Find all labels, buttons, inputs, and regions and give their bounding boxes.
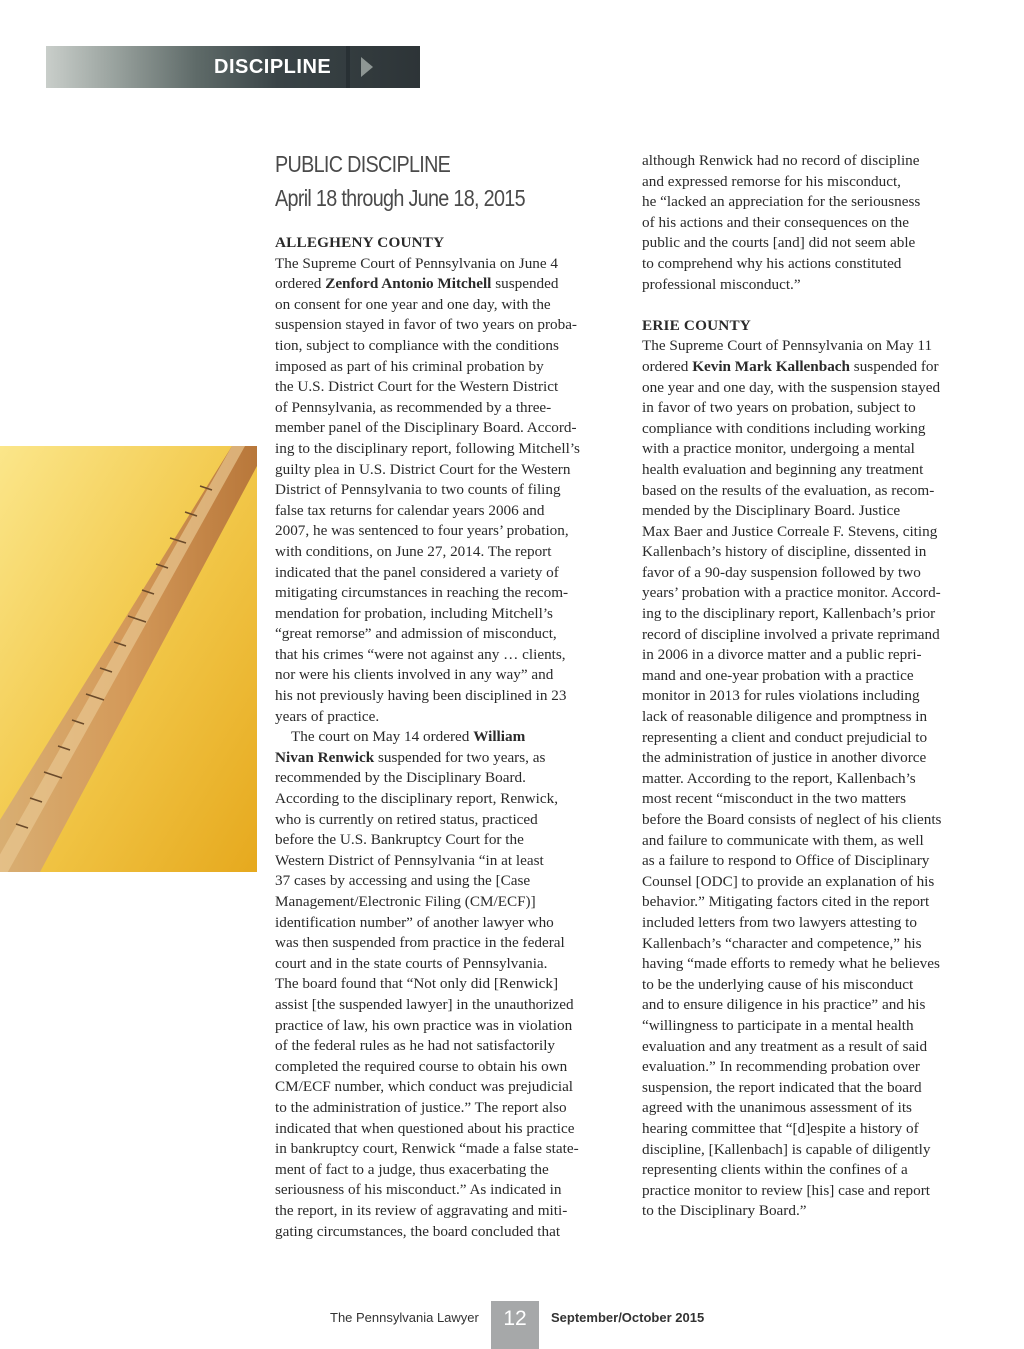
text-segment: 37 cases by accessing and using the [Case <box>275 872 531 890</box>
text-line <box>642 1119 978 1140</box>
text-line <box>642 1181 978 1202</box>
section-title: DISCIPLINE <box>214 56 332 78</box>
article-column-left <box>275 233 611 1242</box>
text-segment: suspended for two years, as <box>374 748 546 766</box>
text-line <box>642 1098 978 1119</box>
text-segment: identification number” of another lawyer who <box>275 913 554 931</box>
text-line <box>642 789 978 810</box>
text-line <box>642 378 978 399</box>
text-segment: lack of reasonable diligence and promptness in <box>642 708 928 726</box>
text-line <box>642 481 978 502</box>
text-segment: suspended for <box>849 357 939 375</box>
text-segment: agreed with the unanimous assessment of its <box>642 1099 912 1117</box>
text-line <box>275 707 611 728</box>
publication-name: The Pennsylvania Lawyer <box>330 1310 479 1325</box>
text-line <box>275 604 611 625</box>
text-line <box>642 1037 978 1058</box>
text-line <box>275 398 611 419</box>
text-line <box>642 995 978 1016</box>
text-segment: member panel of the Disciplinary Board. Accord- <box>275 419 577 437</box>
text-line <box>642 810 978 831</box>
text-segment: Kallenbach’s “character and competence,” his <box>642 934 922 952</box>
text-line <box>275 357 611 378</box>
text-line <box>642 748 978 769</box>
text-segment: matter. According to the report, Kallenbach’s <box>642 769 916 787</box>
text-segment: and failure to communicate with them, as well <box>642 831 924 849</box>
text-segment: recommended by the Disciplinary Board. <box>275 769 526 787</box>
text-line <box>642 1078 978 1099</box>
text-line <box>275 1160 611 1181</box>
text-line <box>275 233 611 254</box>
text-segment: one year and one day, with the suspension stayed <box>642 378 941 396</box>
text-line <box>275 665 611 686</box>
text-line <box>642 295 978 316</box>
banner-divider <box>346 46 350 88</box>
text-line <box>275 974 611 995</box>
text-line <box>642 913 978 934</box>
text-line <box>275 336 611 357</box>
text-segment: the U.S. District Court for the Western District <box>275 378 559 396</box>
name-highlight: Zenford Antonio Mitchell <box>325 275 492 293</box>
text-segment: to the administration of justice.” The report also <box>275 1098 567 1116</box>
text-line <box>275 439 611 460</box>
text-segment: completed the required course to obtain his own <box>275 1057 568 1075</box>
text-line <box>642 954 978 975</box>
text-line <box>642 1201 978 1222</box>
text-line <box>275 1139 611 1160</box>
text-line <box>275 480 611 501</box>
text-segment: compliance with conditions including working <box>642 419 926 437</box>
text-line <box>642 666 978 687</box>
text-segment: indicated that the panel considered a variety of <box>275 563 559 581</box>
text-segment: court and in the state courts of Pennsylvania. <box>275 954 548 972</box>
county-heading: ALLEGHENY COUNTY <box>275 234 445 251</box>
text-line <box>642 316 978 337</box>
text-segment: CM/ECF number, which conduct was prejudicial <box>275 1078 574 1096</box>
issue-date: September/October 2015 <box>551 1310 705 1325</box>
text-segment: that his crimes “were not against any … clients, <box>275 645 566 663</box>
name-highlight: Nivan Renwick <box>275 748 375 766</box>
text-segment: who is currently on retired status, practiced <box>275 810 538 828</box>
text-segment: practice of law, his own practice was in violation <box>275 1016 573 1034</box>
text-segment: seriousness of his misconduct.” As indicated in <box>275 1181 562 1199</box>
text-line <box>642 522 978 543</box>
page-title: PUBLIC DISCIPLINE <box>275 151 451 177</box>
text-segment: as a failure to respond to Office of Disciplinary <box>642 852 930 870</box>
text-line <box>275 1222 611 1243</box>
text-segment: in favor of two years on probation, subject to <box>642 399 916 417</box>
text-segment: most recent “misconduct in the two matters <box>642 790 907 808</box>
text-segment: was then suspended from practice in the federal <box>275 934 565 952</box>
text-line <box>642 645 978 666</box>
text-segment: before the Board consists of neglect of his clients <box>642 811 942 828</box>
text-segment: with a practice monitor, undergoing a mental <box>642 440 915 458</box>
text-segment: imposed as part of his criminal probation by <box>275 357 544 375</box>
text-line <box>642 975 978 996</box>
text-line <box>275 521 611 542</box>
arrow-icon <box>361 57 373 77</box>
text-segment: and expressed remorse for his misconduct, <box>642 172 901 190</box>
text-line <box>642 872 978 893</box>
text-segment: of the federal rules as he had not satisfactorily <box>275 1037 556 1055</box>
text-line <box>275 418 611 439</box>
county-heading: ERIE COUNTY <box>642 316 751 334</box>
text-line <box>642 892 978 913</box>
text-segment: practice monitor to review [his] case and report <box>642 1181 931 1199</box>
text-segment: representing clients within the confines of a <box>642 1161 908 1179</box>
text-line <box>642 419 978 440</box>
text-line <box>275 460 611 481</box>
text-segment: before the U.S. Bankruptcy Court for the <box>275 831 524 849</box>
text-line <box>642 542 978 563</box>
text-segment: ordered <box>275 275 326 293</box>
text-segment: to be the underlying cause of his misconduct <box>642 975 914 993</box>
text-line <box>642 192 978 213</box>
text-segment: suspension stayed in favor of two years on proba- <box>275 316 577 334</box>
text-line <box>642 1160 978 1181</box>
text-segment: The Supreme Court of Pennsylvania on June 4 <box>275 254 559 272</box>
text-line <box>275 871 611 892</box>
text-segment: behavior.” Mitigating factors cited in the report <box>642 893 930 911</box>
text-line <box>642 583 978 604</box>
text-segment: in bankruptcy court, Renwick “made a false state- <box>275 1140 579 1158</box>
text-segment: 2007, he was sentenced to four years’ probation, <box>275 522 569 540</box>
text-line <box>275 768 611 789</box>
text-line <box>642 460 978 481</box>
text-segment: tion, subject to compliance with the conditions <box>275 336 559 354</box>
text-line <box>275 810 611 831</box>
text-line <box>642 233 978 254</box>
text-segment: mendation for probation, including Mitchell’s <box>275 604 553 622</box>
text-segment: years of practice. <box>275 707 380 725</box>
text-line <box>642 851 978 872</box>
text-line <box>275 1201 611 1222</box>
text-segment: “willingness to participate in a mental health <box>642 1016 914 1034</box>
text-line <box>275 254 611 275</box>
text-segment: evaluation.” In recommending probation over <box>642 1058 920 1076</box>
text-line <box>275 995 611 1016</box>
text-line <box>275 583 611 604</box>
text-segment: guilty plea in U.S. District Court for the Western <box>275 460 571 478</box>
text-line <box>275 1057 611 1078</box>
text-segment: in 2006 in a divorce matter and a public repri- <box>642 646 922 664</box>
text-line <box>275 789 611 810</box>
text-line <box>275 954 611 975</box>
text-line <box>275 933 611 954</box>
text-segment: mitigating circumstances in reaching the recom- <box>275 584 569 602</box>
text-segment: of his actions and their consequences on the <box>642 213 909 231</box>
text-line <box>275 563 611 584</box>
text-line <box>642 625 978 646</box>
text-segment: The court on May 14 ordered <box>291 728 474 746</box>
text-line <box>275 1016 611 1037</box>
text-segment: discipline, [Kallenbach] is capable of diligently <box>642 1140 931 1158</box>
text-segment: included letters from two lawyers attesting to <box>642 913 917 931</box>
text-segment: gating circumstances, the board concluded that <box>275 1222 561 1240</box>
text-segment: District of Pennsylvania to two counts of filing <box>275 481 561 499</box>
text-segment: According to the disciplinary report, Renwick, <box>275 790 559 808</box>
text-segment: Management/Electronic Filing (CM/ECF)] <box>275 893 536 910</box>
text-segment: record of discipline involved a private reprimand <box>642 625 940 643</box>
text-line <box>642 213 978 234</box>
text-segment: based on the results of the evaluation, as recom- <box>642 481 935 499</box>
text-line <box>275 851 611 872</box>
text-segment: having “made efforts to remedy what he believes <box>642 955 940 973</box>
text-segment: and to ensure diligence in his practice” and his <box>642 996 926 1014</box>
name-highlight: Kevin Mark Kallenbach <box>692 357 850 375</box>
text-line <box>642 1140 978 1161</box>
text-line <box>275 892 611 913</box>
text-segment: hearing committee that “[d]espite a history of <box>642 1119 919 1137</box>
text-segment: ing to the disciplinary report, following Mitchell’s <box>275 439 580 457</box>
text-segment: assist [the suspended lawyer] in the unauthorized <box>275 995 574 1013</box>
text-line <box>642 151 978 172</box>
text-segment: the report, in its review of aggravating and miti- <box>275 1201 568 1219</box>
text-line <box>642 604 978 625</box>
text-segment: indicated that when questioned about his practice <box>275 1119 575 1137</box>
text-line <box>275 748 611 769</box>
text-segment: The board found that “Not only did [Renwick] <box>275 975 559 993</box>
text-segment: on consent for one year and one day, with the <box>275 295 551 313</box>
text-segment: professional misconduct.” <box>642 275 801 293</box>
text-line <box>642 254 978 275</box>
page-subtitle: April 18 through June 18, 2015 <box>275 185 525 211</box>
text-line <box>642 769 978 790</box>
text-line <box>642 686 978 707</box>
text-line <box>275 1119 611 1140</box>
text-segment: suspension, the report indicated that the board <box>642 1078 922 1096</box>
text-segment: The Supreme Court of Pennsylvania on May 11 <box>642 337 933 355</box>
text-segment: suspended <box>491 275 559 293</box>
text-segment: Max Baer and Justice Correale F. Stevens, citing <box>642 522 938 540</box>
text-line <box>275 274 611 295</box>
text-line <box>275 913 611 934</box>
text-line <box>275 727 611 748</box>
text-line <box>275 315 611 336</box>
text-line <box>642 501 978 522</box>
text-line <box>642 934 978 955</box>
text-line <box>642 563 978 584</box>
article-column-right <box>642 151 978 1222</box>
text-line <box>642 1057 978 1078</box>
text-segment: with conditions, on June 27, 2014. The report <box>275 542 552 560</box>
text-segment: health evaluation and beginning any treatment <box>642 460 924 478</box>
text-segment: favor of a 90-day suspension followed by two <box>642 563 921 581</box>
text-segment: of Pennsylvania, as recommended by a three- <box>275 398 552 416</box>
text-segment: ing to the disciplinary report, Kallenbach’s prior <box>642 605 936 623</box>
text-segment: public and the courts [and] did not seem able <box>642 234 916 252</box>
text-line <box>642 728 978 749</box>
text-line <box>275 295 611 316</box>
text-segment: he “lacked an appreciation for the seriousness <box>642 193 921 211</box>
text-line <box>275 1077 611 1098</box>
text-segment: monitor in 2013 for rules violations including <box>642 687 920 705</box>
text-segment: false tax returns for calendar years 2006 and <box>275 501 545 519</box>
text-line <box>642 831 978 852</box>
text-segment: evaluation and any treatment as a result of said <box>642 1037 928 1055</box>
text-line <box>275 624 611 645</box>
text-line <box>275 501 611 522</box>
text-segment: the administration of justice in another divorce <box>642 749 927 767</box>
text-segment: nor were his clients involved in any way” and <box>275 666 554 684</box>
text-segment: to comprehend why his actions constituted <box>642 254 902 272</box>
text-segment: ordered <box>642 357 693 375</box>
text-line <box>642 172 978 193</box>
text-segment: Kallenbach’s history of discipline, dissented in <box>642 543 927 561</box>
page-number: 12 <box>503 1307 527 1330</box>
text-line <box>275 542 611 563</box>
text-line <box>275 830 611 851</box>
text-line <box>642 357 978 378</box>
text-line <box>275 686 611 707</box>
text-line <box>275 1180 611 1201</box>
ruler-photo <box>0 446 257 872</box>
text-segment: years’ probation with a practice monitor. Accord- <box>642 584 941 602</box>
text-segment: ment of fact to a judge, thus exacerbating the <box>275 1160 549 1178</box>
text-line <box>642 275 978 296</box>
text-line <box>275 645 611 666</box>
text-segment: to the Disciplinary Board.” <box>642 1202 807 1220</box>
text-line <box>642 1016 978 1037</box>
text-line <box>642 439 978 460</box>
text-segment: his not previously having been disciplined in 23 <box>275 687 567 705</box>
name-highlight: William <box>473 728 526 746</box>
text-line <box>642 336 978 357</box>
text-line <box>275 1098 611 1119</box>
text-segment: although Renwick had no record of discipline <box>642 152 920 169</box>
text-segment: mended by the Disciplinary Board. Justice <box>642 502 901 520</box>
text-segment: mand and one-year probation with a practice <box>642 666 914 684</box>
text-line <box>275 377 611 398</box>
text-line <box>275 1036 611 1057</box>
text-line <box>642 707 978 728</box>
text-line <box>642 398 978 419</box>
text-segment: “great remorse” and admission of misconduct, <box>275 625 557 643</box>
text-segment: Western District of Pennsylvania “in at least <box>275 851 544 869</box>
text-segment: representing a client and conduct prejudicial to <box>642 728 928 746</box>
text-segment: Counsel [ODC] to provide an explanation of his <box>642 872 935 890</box>
